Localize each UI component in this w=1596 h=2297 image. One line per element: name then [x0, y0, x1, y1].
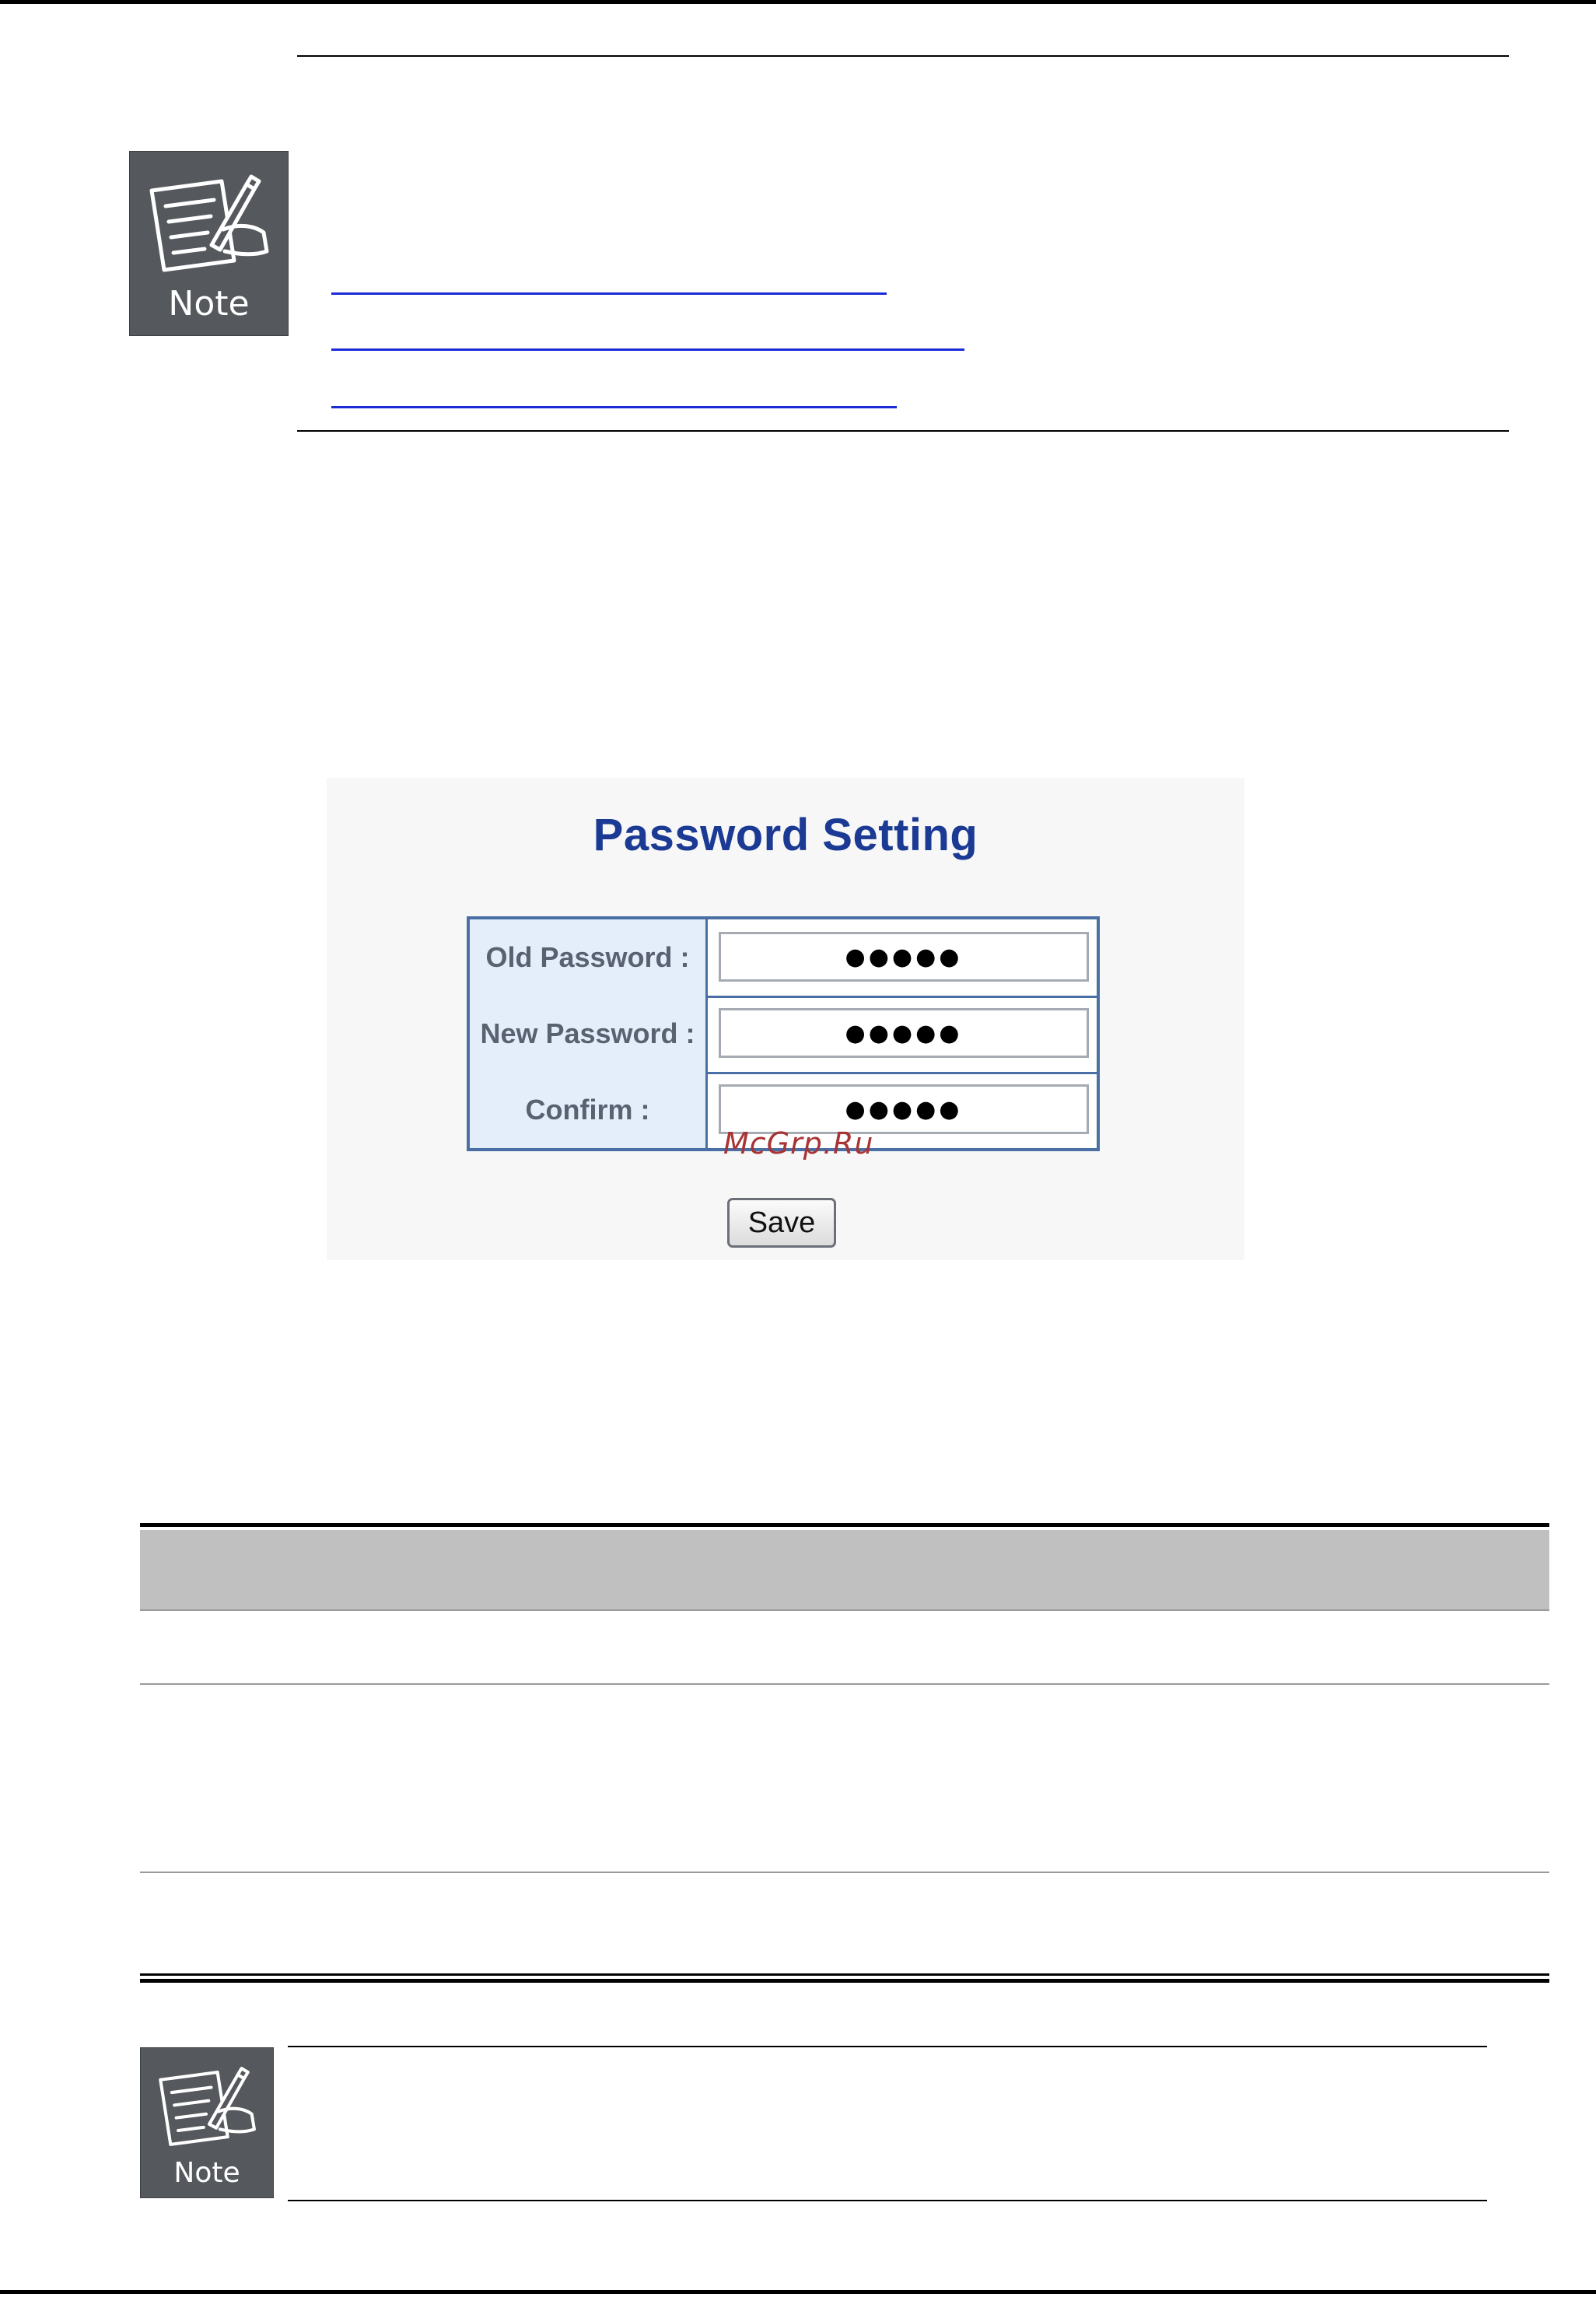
table-row-divider: [140, 1683, 1549, 1685]
old-password-input[interactable]: ●●●●●: [719, 932, 1089, 982]
note-label: Note: [173, 2157, 240, 2189]
note-link-2[interactable]: [331, 348, 964, 351]
note-icon: [140, 2047, 274, 2198]
password-form-table: [467, 916, 1100, 1151]
old-password-row: [470, 919, 1097, 998]
table-row-divider: [140, 1609, 1549, 1611]
note-link-1[interactable]: [331, 292, 887, 295]
save-button[interactable]: Save: [727, 1198, 836, 1248]
table-top-rule: [140, 1523, 1549, 1527]
new-password-label: New Password :: [470, 996, 708, 1072]
table-row-divider: [140, 1872, 1549, 1873]
note-bottom-rule: [297, 430, 1509, 432]
note-bottom-rule: [288, 2200, 1487, 2201]
note-link-3[interactable]: [331, 406, 897, 408]
confirm-password-label: Confirm :: [470, 1072, 708, 1148]
table-bottom-rule: [140, 1973, 1549, 1976]
note-top-rule: [288, 2046, 1487, 2047]
confirm-password-input[interactable]: ●●●●●: [719, 1084, 1089, 1134]
page-bottom-border: [0, 2290, 1596, 2294]
table-header: [140, 1530, 1549, 1609]
table-bottom-rule-double: [140, 1979, 1549, 1983]
new-password-input[interactable]: ●●●●●: [719, 1008, 1089, 1058]
password-setting-panel: [327, 778, 1244, 1260]
old-password-label: Old Password :: [470, 919, 708, 996]
new-password-row: [470, 996, 1097, 1074]
page-top-border: [0, 0, 1596, 4]
note-top-rule: [297, 55, 1509, 57]
watermark-text: McGrp.Ru: [723, 1126, 874, 1161]
note-icon: [129, 151, 289, 336]
password-setting-title: Password Setting: [593, 810, 978, 860]
note-label: Note: [168, 284, 250, 324]
